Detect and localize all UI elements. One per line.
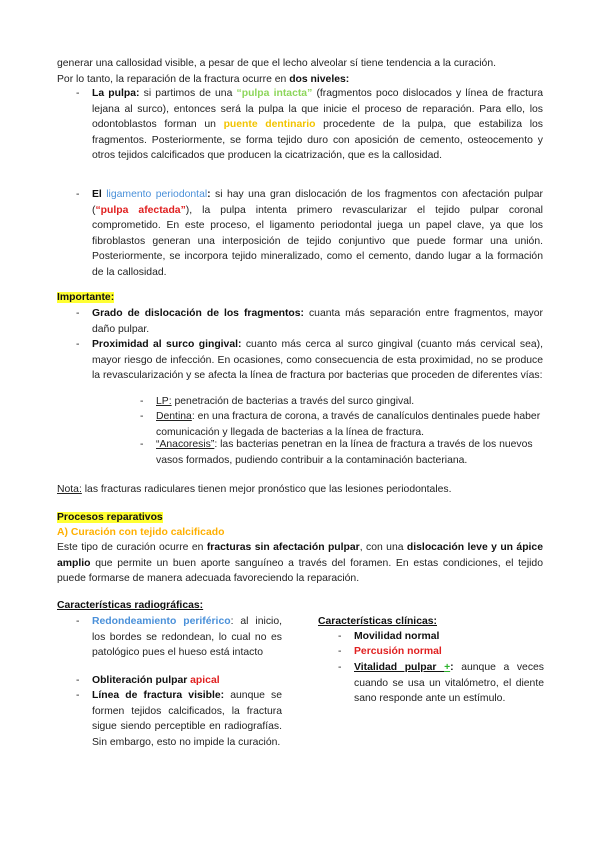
pulpa-item: La pulpa: si partimos de una “pulpa intacta” (fragmentos poco dislocados y línea de fractura lejana al surco), entonces será la pulpa la que inicie el proceso de reparación. Para ello, los odontoblastos forman un puente dentinario procedente de la pulpa, que estabiliza los fragmentos. Posteriormente, se forma tejido duro con aposición de cemento, osteocemento y otros tejidos calcificados que producen la cicatrización, que es la callosidad. [92, 88, 543, 161]
sub-anacoresis: “Anacoresis”: las bacterias penetran en la línea de fractura a través de los nuevos vasos formados, pudiendo contribuir a la contaminación bacteriana. [156, 439, 533, 466]
clinicas-item-1: Movilidad normal [354, 631, 440, 642]
bullet-dash: - [76, 690, 80, 701]
intro-paragraph: generar una callosidad visible, a pesar de que el lecho alveolar sí tiene tendencia a la curación. Por lo tanto, la reparación de la fractura ocurre en dos niveles: [57, 58, 496, 85]
dos-niveles: dos niveles [289, 73, 346, 85]
bullet-dash: - [140, 439, 144, 450]
importante-heading: Importante: [57, 292, 115, 303]
radio-item-1: Redondeamiento periférico: al inicio, los bordes se redondean, lo cual no es patológico pues el hueso está intacto [92, 616, 282, 658]
pulpa-afectada: “pulpa afectada” [95, 204, 186, 216]
bullet-dash: - [76, 339, 80, 350]
bullet-dash: - [338, 646, 342, 657]
clinicas-item-3: Vitalidad pulpar +: aunque a veces cuando se usa un vitalómetro, el diente sano responde ante un estímulo. [354, 662, 544, 704]
bullet-dash: - [76, 308, 80, 319]
bullet-dash: - [140, 396, 144, 407]
procesos-paragraph: Este tipo de curación ocurre en fracturas sin afectación pulpar, con una dislocación leve y un ápice amplio que permite un buen aporte sanguíneo a través del foramen. En estas condiciones, el tejido puede formarse de manera adecuada favoreciendo la reparación. [57, 542, 543, 584]
radio-item-3: Línea de fractura visible: aunque se formen tejidos calcificados, la fractura sigue siendo perceptible en radiografías. Sin embargo, esto no impide la curación. [92, 690, 283, 748]
intro-line-1: generar una callosidad visible, a pesar de que el lecho alveolar sí tiene tendencia a la curación. [57, 58, 496, 69]
proximidad-item: Proximidad al surco gingival: cuanto más cerca al surco gingival (cuanto más cervical sea), mayor riesgo de infección. En ocasiones, como consecuencia de esta proximidad, no se produce la revascularización y se afecta la línea de fractura por bacterias que proceden de diferentes vías: [92, 339, 543, 381]
radio-item-2: Obliteración pulpar apical [92, 675, 220, 686]
pulpa-label: La pulpa: [92, 88, 140, 99]
ligamento-item: El ligamento periodontal: si hay una gran dislocación de los fragmentos con afectación pulpar (“pulpa afectada”), la pulpa intenta primero revascularizar el tejido pulpar coronal comprometido. En este proceso, el ligamento periodontal juega un papel clave, ya que los fibroblastos generan una interposición de tejido conjuntivo que puede formar una unión. Posteriormente, se incorpora tejido mineralizado, como el cemento, dando lugar a la formación de la callosidad. [92, 189, 543, 278]
intro-line-2: Por lo tanto, la reparación de la fractura ocurre en [57, 73, 290, 85]
bullet-dash: - [338, 631, 342, 642]
bullet-dash: - [76, 675, 80, 686]
pulpa-intacta: “pulpa intacta” [236, 88, 313, 99]
bullet-dash: - [76, 189, 80, 200]
procesos-subheading: A) Curación con tejido calcificado [57, 527, 225, 538]
bullet-dash: - [76, 88, 80, 99]
sub-dentina: Dentina: en una fractura de corona, a través de canalículos dentinales puede haber comunicación y llegada de bacterias a la línea de fractura. [156, 411, 541, 438]
nota: Nota: las fracturas radiculares tienen mejor pronóstico que las lesiones periodontales. [57, 484, 452, 495]
sub-lp: LP: penetración de bacterias a través del surco gingival. [156, 396, 415, 407]
clinicas-item-2: Percusión normal [354, 646, 442, 657]
puente-dentinario: puente dentinario [223, 119, 316, 130]
grado-item: Grado de dislocación de los fragmentos: cuanta más separación entre fragmentos, mayor daño pulpar. [92, 308, 543, 335]
procesos-heading: Procesos reparativos [57, 512, 163, 523]
bullet-dash: - [76, 616, 80, 627]
bullet-dash: - [140, 411, 144, 422]
radio-heading: Características radiográficas: [57, 600, 204, 611]
clinicas-heading: Características clínicas: [318, 616, 437, 627]
ligamento-periodontal: ligamento periodontal [106, 189, 208, 200]
bullet-dash: - [338, 662, 342, 673]
